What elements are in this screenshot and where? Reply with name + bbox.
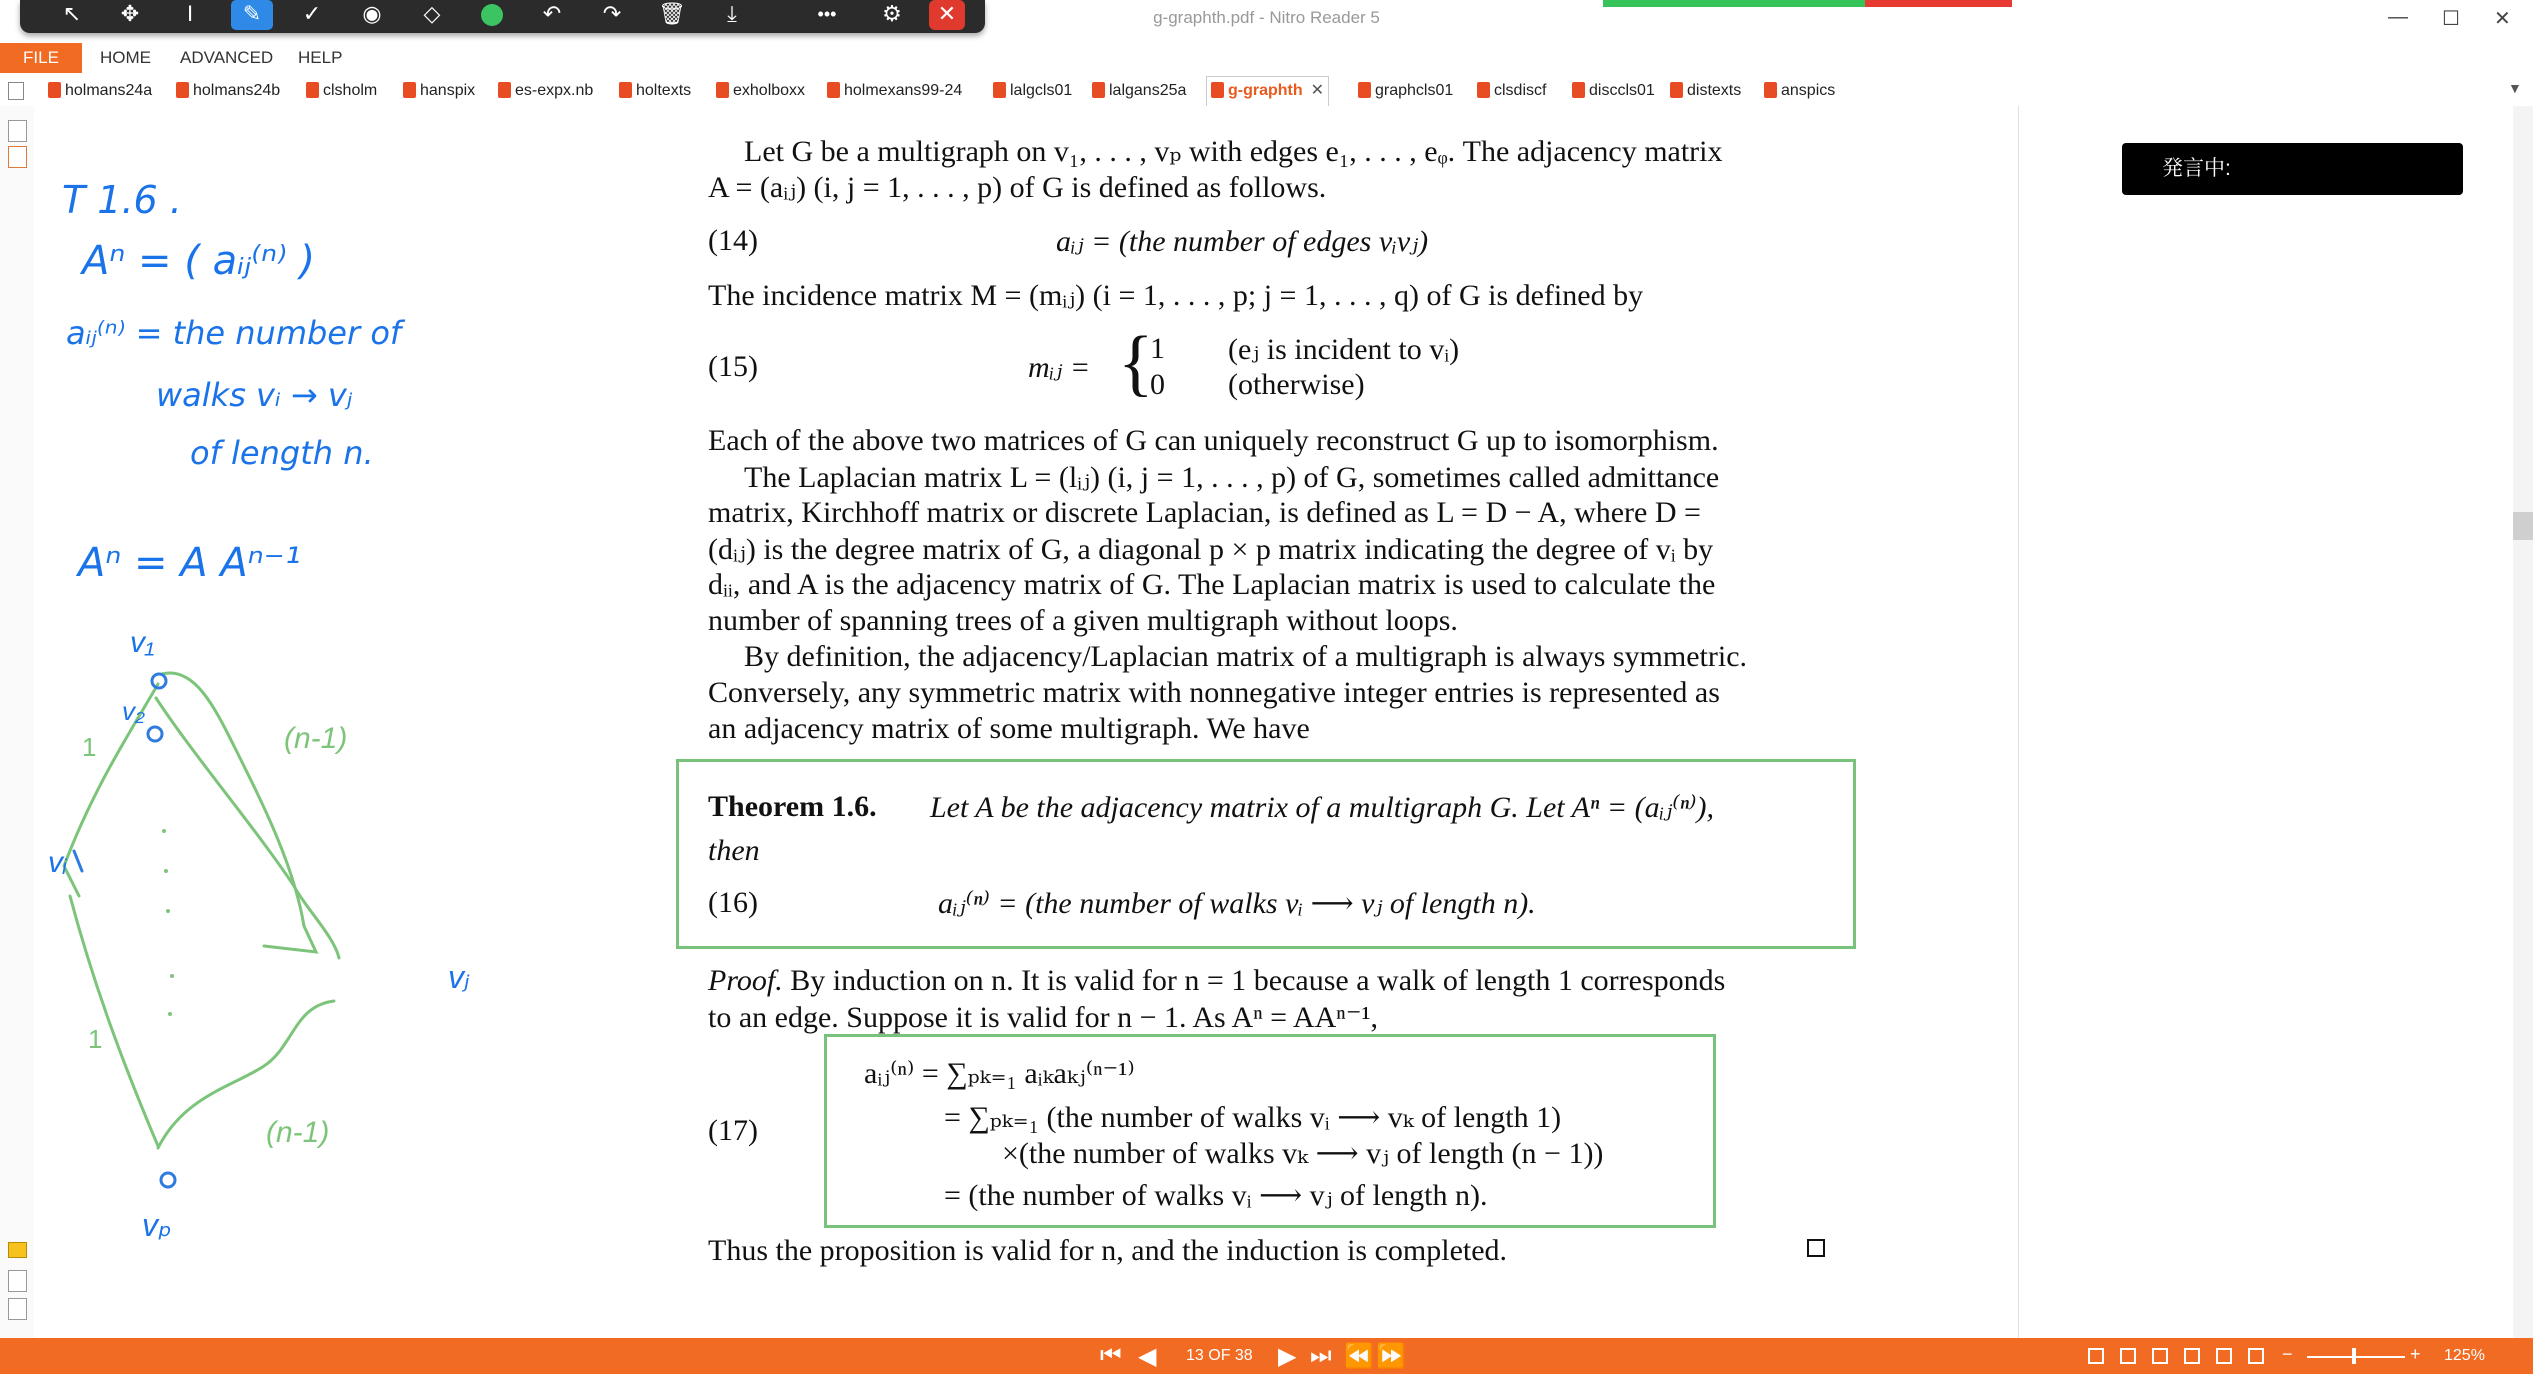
select-icon[interactable]: ↖ <box>62 1 82 26</box>
pdf-icon <box>1670 82 1683 98</box>
eq17-number: (17) <box>708 1114 758 1147</box>
eq15-case1-value: 1 <box>1150 332 1165 365</box>
tab-label: holmans24b <box>193 82 281 99</box>
proof-label: Proof. <box>708 964 783 997</box>
proof-text-1: By induction on n. It is valid for n = 1 because a walk of length 1 corresponds <box>790 964 1726 997</box>
para-5-line-3: an adjacency matrix of some multigraph. We have <box>708 712 1310 745</box>
zoom-level[interactable]: 125% <box>2444 1347 2485 1364</box>
tab-anspics[interactable] <box>1764 79 1835 103</box>
left-rail <box>0 106 35 1338</box>
tab-label: es-expx.nb <box>515 82 594 99</box>
tab-holtexts[interactable] <box>619 79 691 103</box>
comments-icon[interactable] <box>8 1242 27 1258</box>
tab-holmans24a[interactable] <box>48 79 152 103</box>
back-view-icon[interactable]: ⏪ <box>1344 1343 1374 1370</box>
tab-label: hanspix <box>420 82 476 99</box>
tab-graphcls01[interactable] <box>1358 79 1453 103</box>
tab-label: anspics <box>1781 82 1836 99</box>
vertex-vp <box>161 1173 175 1187</box>
tab-label: lalgans25a <box>1109 82 1187 99</box>
attachments-icon[interactable] <box>8 1270 27 1292</box>
para-2: The incidence matrix M = (mᵢⱼ) (i = 1, . . . , p; j = 1, . . . , q) of G is defined by <box>708 279 1644 312</box>
para-4-line-5: number of spanning trees of a given multigraph without loops. <box>708 604 1458 637</box>
tab-label: g-graphth <box>1228 82 1303 99</box>
label-n-minus-1-upper: (n-1) <box>284 722 348 755</box>
qed-box <box>1807 1239 1825 1257</box>
text-cursor-icon[interactable]: I <box>186 1 194 26</box>
eraser-icon[interactable]: ◇ <box>423 1 441 26</box>
label-v1: v₁ <box>130 626 155 659</box>
label-n-minus-1-lower: (n-1) <box>266 1116 330 1149</box>
prev-page-icon[interactable]: ◀ <box>1138 1343 1157 1370</box>
pan-icon[interactable]: ✥ <box>120 1 140 26</box>
para-5-line-1: By definition, the adjacency/Laplacian matrix of a multigraph is always symmetric. <box>744 640 1748 673</box>
continuous-view-icon[interactable] <box>2120 1348 2136 1364</box>
right-pane <box>2018 106 2514 1338</box>
reading-mode-icon[interactable] <box>2248 1348 2264 1364</box>
note-line-4: of length n. <box>190 434 374 472</box>
label-one-bottom: 1 <box>88 1024 103 1054</box>
redo-icon[interactable]: ↷ <box>602 1 622 26</box>
trash-icon[interactable]: 🗑 <box>658 1 686 26</box>
eq15-case1-condition: (eⱼ is incident to vᵢ) <box>1228 333 1460 366</box>
tab-label: distexts <box>1687 82 1742 99</box>
zoom-out-icon[interactable]: − <box>2282 1344 2293 1364</box>
facing-continuous-view-icon[interactable] <box>2184 1348 2200 1364</box>
notes-graph-sketch <box>34 106 528 1338</box>
menu-advanced[interactable]: ADVANCED <box>180 48 274 67</box>
eq16-number: (16) <box>708 886 758 919</box>
eq17-line-1: aᵢⱼ⁽ⁿ⁾ = ∑ₚₖ₌₁ aᵢₖaₖⱼ⁽ⁿ⁻¹⁾ <box>864 1057 1135 1090</box>
record-icon[interactable]: ◉ <box>362 1 382 26</box>
pdf-icon <box>1211 82 1224 98</box>
zoom-slider-handle[interactable] <box>2352 1348 2356 1364</box>
vertical-scrollbar[interactable] <box>2513 106 2533 1338</box>
menu-file[interactable]: FILE <box>0 43 82 73</box>
page-counter[interactable]: 13 OF 38 <box>1186 1347 1253 1364</box>
tab-es-expx[interactable] <box>498 79 593 103</box>
eq16: aᵢⱼ⁽ⁿ⁾ = (the number of walks vᵢ ⟶ vⱼ of length n). <box>938 887 1536 920</box>
para-3: Each of the above two matrices of G can uniquely reconstruct G up to isomorphism. <box>708 424 1719 457</box>
vertex-v1 <box>152 674 166 688</box>
pdf-icon <box>306 82 319 98</box>
para-4-line-2: matrix, Kirchhoff matrix or discrete Laplacian, is defined as L = D − A, where D = <box>708 496 1701 529</box>
tab-disccls01[interactable] <box>1572 79 1655 103</box>
minimize-button[interactable]: — <box>2388 6 2408 28</box>
theorem-label: Theorem 1.6. <box>708 790 877 823</box>
label-vj: vⱼ <box>448 959 470 995</box>
pdf-icon <box>716 82 729 98</box>
fullscreen-icon[interactable] <box>2216 1348 2232 1364</box>
tab-close-icon[interactable]: ✕ <box>1310 82 1325 99</box>
tab-label: exholboxx <box>733 82 806 99</box>
speech-indicator: 発言中: <box>2122 143 2463 195</box>
edge-vi-vp <box>70 896 158 1146</box>
theorem-then: then <box>708 834 760 867</box>
tab-exholboxx[interactable] <box>716 79 805 103</box>
note-line-1: Aⁿ = ( aᵢⱼ⁽ⁿ⁾ ) <box>82 238 316 284</box>
para-1-line-1: Let G be a multigraph on v₁, . . . , vₚ with edges e₁, . . . , eᵩ. The adjacency matrix <box>744 135 1723 168</box>
recording-bar-green <box>1603 0 1865 7</box>
para-5-line-2: Conversely, any symmetric matrix with nonnegative integer entries is represented as <box>708 676 1720 709</box>
pen-icon[interactable]: ✎ <box>231 0 273 30</box>
pdf-icon <box>1764 82 1777 98</box>
facing-view-icon[interactable] <box>2152 1348 2168 1364</box>
tab-label: clsdiscf <box>1494 82 1547 99</box>
tab-g-graphth[interactable] <box>1211 79 1324 103</box>
para-4-line-1: The Laplacian matrix L = (lᵢⱼ) (i, j = 1, . . . , p) of G, sometimes called admittance <box>744 461 1720 494</box>
eq17-line-2: = ∑ₚₖ₌₁ (the number of walks vᵢ ⟶ vₖ of length 1) <box>944 1101 1562 1134</box>
undo-icon[interactable]: ↶ <box>542 1 562 26</box>
bookmarks-icon[interactable] <box>8 146 27 168</box>
tab-distexts[interactable] <box>1670 79 1741 103</box>
next-page-icon[interactable]: ▶ <box>1278 1343 1297 1370</box>
color-dot-icon[interactable] <box>475 0 509 30</box>
close-icon[interactable]: ✕ <box>929 0 965 30</box>
pdf-icon <box>1572 82 1585 98</box>
pdf-icon <box>993 82 1006 98</box>
eq15-brace: { <box>1118 322 1154 404</box>
pdf-icon <box>498 82 511 98</box>
note-line-3: walks vᵢ → vⱼ <box>156 376 353 414</box>
tab-clsdiscf[interactable] <box>1477 79 1546 103</box>
proof-line-2: to an edge. Suppose it is valid for n − 1. As Aⁿ = AAⁿ⁻¹, <box>708 1001 1379 1034</box>
window-close-button[interactable]: ✕ <box>2494 8 2511 30</box>
para-1-line-2: A = (aᵢⱼ) (i, j = 1, . . . , p) of G is defined as follows. <box>708 171 1327 204</box>
eq14: aᵢⱼ = (the number of edges vᵢvⱼ) <box>1056 225 1429 258</box>
closing-line: Thus the proposition is valid for n, and the induction is completed. <box>708 1234 1508 1267</box>
tabs-list-icon[interactable] <box>8 82 24 100</box>
scroll-thumb[interactable] <box>2513 512 2533 540</box>
label-vp: vₚ <box>142 1207 172 1243</box>
tab-holmans24b[interactable] <box>176 79 280 103</box>
user-settings-icon[interactable]: ⚙ <box>882 1 902 26</box>
status-bar <box>0 1338 2533 1374</box>
theorem-highlight-box <box>676 759 1856 949</box>
pdf-icon <box>827 82 840 98</box>
label-one-left: 1 <box>82 732 97 762</box>
checkmark-icon[interactable]: ✓ <box>302 1 322 26</box>
pdf-icon <box>619 82 632 98</box>
para-4-line-3: (dᵢⱼ) is the degree matrix of G, a diagonal p × p matrix indicating the degree of vᵢ by <box>708 533 1714 566</box>
tab-lalgcls01[interactable] <box>993 79 1072 103</box>
forward-view-icon[interactable]: ⏩ <box>1376 1343 1406 1370</box>
tab-label: holmexans99-24 <box>844 82 963 99</box>
more-icon[interactable]: ••• <box>817 4 837 24</box>
note-title: T 1.6 . <box>62 178 182 222</box>
annotation-toolbar <box>20 0 985 33</box>
label-v2: v₂ <box>122 696 145 726</box>
document-tabs <box>0 76 2533 107</box>
tab-label: graphcls01 <box>1375 82 1454 99</box>
zoom-in-icon[interactable]: + <box>2410 1344 2421 1364</box>
tab-label: disccls01 <box>1589 82 1655 99</box>
menu-bar <box>0 43 2533 73</box>
tabs-overflow-icon[interactable]: ▼ <box>2508 80 2522 96</box>
note-line-2: aᵢⱼ⁽ⁿ⁾ = the number of <box>66 314 402 352</box>
recording-bar-red <box>1865 0 2012 7</box>
pdf-icon <box>403 82 416 98</box>
tab-label: holmans24a <box>65 82 153 99</box>
zoom-slider[interactable] <box>2307 1356 2405 1358</box>
eq17-line-4: = (the number of walks vᵢ ⟶ vⱼ of length n). <box>944 1179 1488 1212</box>
eq15-case2-value: 0 <box>1150 368 1165 401</box>
vertex-v2 <box>148 727 162 741</box>
label-vi: vᵢ <box>48 846 67 879</box>
para-4-line-4: dᵢᵢ, and A is the adjacency matrix of G. The Laplacian matrix is used to calculate the <box>708 568 1716 601</box>
eq14-number: (14) <box>708 224 758 257</box>
tab-label: lalgcls01 <box>1010 82 1073 99</box>
download-icon[interactable]: ⤓ <box>727 1 737 26</box>
tab-label: holtexts <box>636 82 692 99</box>
pdf-icon <box>1477 82 1490 98</box>
proof-highlight-box <box>824 1034 1716 1228</box>
menu-home[interactable]: HOME <box>100 48 151 67</box>
first-page-icon[interactable]: ⏮ <box>1100 1342 1122 1369</box>
eq15-number: (15) <box>708 350 758 383</box>
tab-clsholm[interactable] <box>306 79 377 103</box>
pdf-icon <box>48 82 61 98</box>
handwritten-notes-pane <box>34 106 529 1338</box>
window-title: g-graphth.pdf - Nitro Reader 5 <box>1153 8 1380 27</box>
maximize-button[interactable]: ☐ <box>2442 8 2460 30</box>
tab-lalgans25a[interactable] <box>1092 79 1186 103</box>
eq17-line-3: ×(the number of walks vₖ ⟶ vⱼ of length (n − 1)) <box>1002 1137 1604 1170</box>
tab-label: clsholm <box>323 82 378 99</box>
note-line-5: Aⁿ = A Aⁿ⁻¹ <box>78 540 301 586</box>
single-page-view-icon[interactable] <box>2088 1348 2104 1364</box>
menu-help[interactable]: HELP <box>298 48 343 67</box>
eq15-case2-condition: (otherwise) <box>1228 368 1365 401</box>
proof-line-1 <box>708 964 1725 998</box>
output-icon[interactable] <box>8 1298 27 1320</box>
pdf-icon <box>176 82 189 98</box>
tab-hanspix[interactable] <box>403 79 475 103</box>
last-page-icon[interactable]: ⏭ <box>1310 1342 1332 1369</box>
eq15-lhs: mᵢⱼ = <box>1028 351 1091 384</box>
pdf-icon <box>1358 82 1371 98</box>
tab-holmexans99-24[interactable] <box>827 79 962 103</box>
pdf-icon <box>1092 82 1105 98</box>
pages-icon[interactable] <box>8 120 27 142</box>
theorem-text: Let A be the adjacency matrix of a multigraph G. Let Aⁿ = (aᵢⱼ⁽ⁿ⁾), <box>930 791 1714 824</box>
